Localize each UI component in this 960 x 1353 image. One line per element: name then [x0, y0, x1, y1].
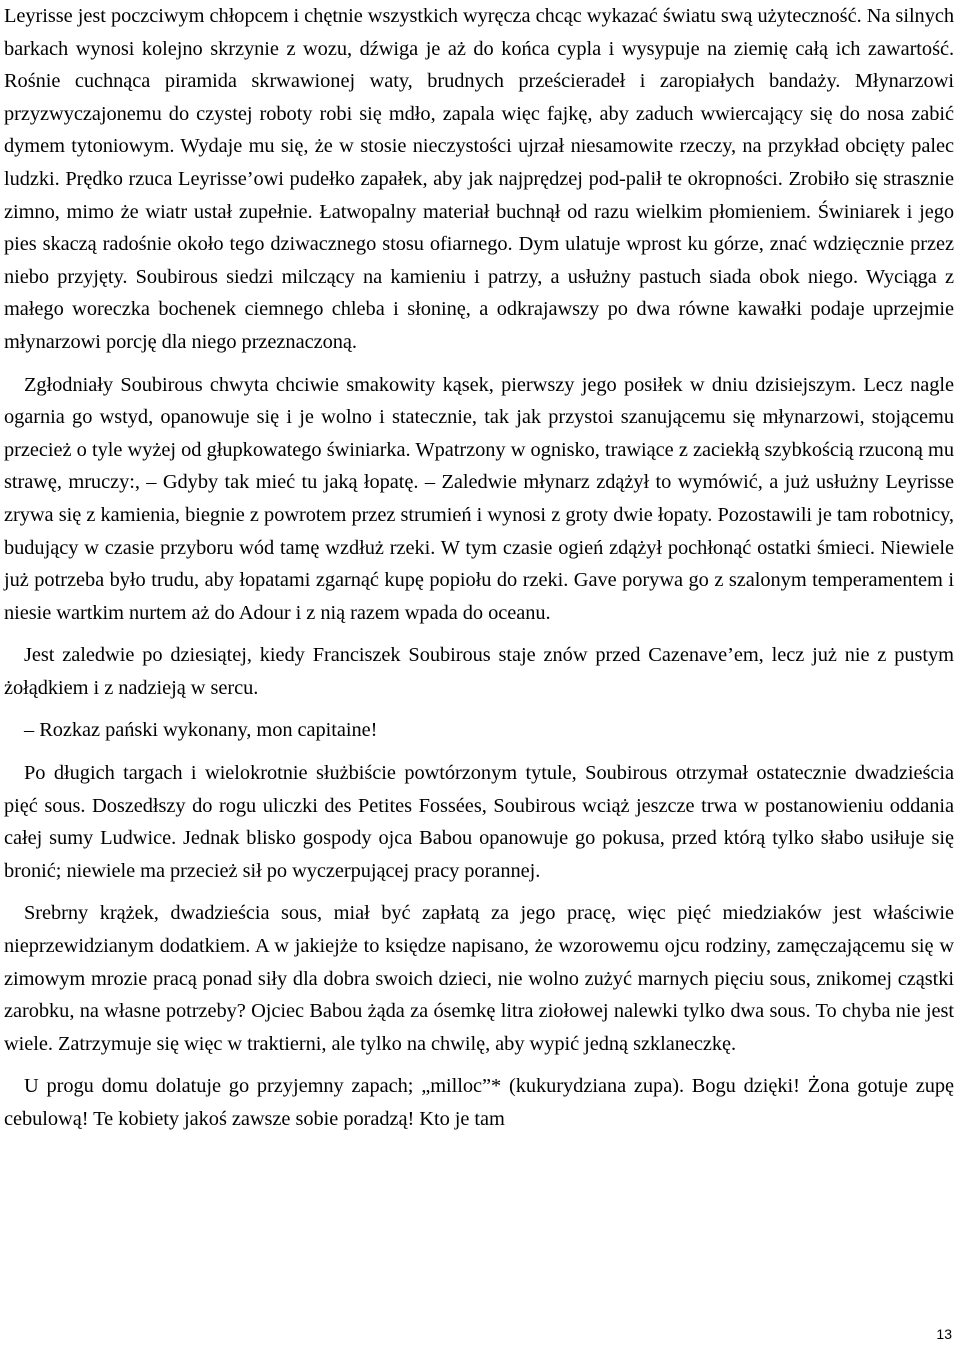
paragraph-7: U progu domu dolatuje go przyjemny zapach; „milloc”* (kukurydziana zupa). Bogu dzięki! Żona gotuje zupę cebulową! Te kobiety jakoś zawsze sobie poradzą! Kto je tam	[4, 1075, 954, 1130]
paragraph-1: Leyrisse jest poczciwym chłopcem i chętnie wszystkich wyręcza chcąc wykazać światu swą użyteczność. Na silnych barkach wynosi kolejno skrzynie z wozu, dźwiga je aż do końca cypla i wysypuje na ziemię całą ich zawartość. Rośnie cuchnąca piramida skrwawionej waty, brudnych prześcieradeł i zaropiałych bandaży. Młynarzowi przyzwyczajonemu do czystej roboty robi się mdło, zapala więc fajkę, aby zaduch wwiercający się do nosa zabić dymem tytoniowym. Wydaje mu się, że w stosie nieczystości ujrzał niesamowite rzeczy, na przykład obcięty palec ludzki. Prędko rzuca Leyrisse’owi pudełko zapałek, aby jak najprędzej pod-palił te okropności. Zrobiło się strasznie zimno, mimo że wiatr ustał zupełnie. Łatwopalny materiał buchnął od razu wielkim płomieniem. Świniarek i jego pies skaczą radośnie około tego dziwacznego stosu ofiarnego. Dym ulatuje wprost ku górze, znać wdzięcznie przez niebo przyjęty. Soubirous siedzi milczący na kamieniu i patrzy, a usłużny pastuch siada obok niego. Wyciąga z małego woreczka bochenek ciemnego chleba i słoninę, a odkrajawszy po dwa równe kawałki podaje uprzejmie młynarzowi porcję dla niego przeznaczoną.	[4, 5, 954, 353]
paragraph-2: Zgłodniały Soubirous chwyta chciwie smakowity kąsek, pierwszy jego posiłek w dniu dzisiejszym. Lecz nagle ogarnia go wstyd, opanowuje się i je wolno i statecznie, tak jak przystoi szanującemu się młynarzowi, stojącemu przecież o tyle wyżej od głupkowatego świniarka. Wpatrzony w ognisko, trawiące z zaciekłą szybkością rzuconą mu strawę, mruczy:, – Gdyby tak mieć tu jaką łopatę. – Zaledwie młynarz zdążył to wymówić, a już usłużny Leyrisse zrywa się z kamienia, biegnie z powrotem przez strumień i wynosi z groty dwie łopaty. Pozostawili je tam robotnicy, budujący w czasie przyboru wód tamę wzdłuż rzeki. W tym czasie ogień zdążył pochłonąć ostatki śmieci. Niewiele już potrzeba było trudu, aby łopatami zgarnąć kupę popiołu do rzeki. Gave porywa go z szalonym temperamentem i niesie wartkim nurtem aż do Adour i z nią razem wpada do oceanu.	[4, 373, 954, 624]
paragraph-5: Po długich targach i wielokrotnie służbiście powtórzonym tytule, Soubirous otrzymał ostatecznie dwadzieścia pięć sous. Doszedłszy do rogu uliczki des Petites Fossées, Soubirous wciąż jeszcze trwa w postanowieniu oddania całej sumy Ludwice. Jednak blisko gospody ojca Babou opanowuje go pokusa, przed którą tylko słabo usiłuje się bronić; niewiele ma przecież sił po wyczerpującej pracy porannej.	[4, 762, 954, 882]
paragraph-3: Jest zaledwie po dziesiątej, kiedy Franciszek Soubirous staje znów przed Cazenave’em, lecz już nie z pustym żołądkiem i z nadzieją w sercu.	[4, 644, 954, 699]
paragraph-4: – Rozkaz pański wykonany, mon capitaine!	[24, 719, 378, 742]
page-number: 13	[936, 1326, 952, 1342]
document-page	[4, 0, 954, 1136]
paragraph-6: Srebrny krążek, dwadzieścia sous, miał być zapłatą za jego pracę, więc pięć miedziaków jest właściwie nieprzewidzianym dodatkiem. A w jakiejże to księdze napisano, że wzorowemu ojcu rodziny, zamęczającemu się w zimowym mrozie pracą ponad siły dla dobra swoich dzieci, nie wolno zużyć marnych pięciu sous, znikomej cząstki zarobku, na własne potrzeby? Ojciec Babou żąda za ósemkę litra ziołowej nalewki tylko dwa sous. To chyba nie jest wiele. Zatrzymuje się więc w traktierni, ale tylko na chwilę, aby wypić jedną szklaneczkę.	[4, 902, 954, 1055]
